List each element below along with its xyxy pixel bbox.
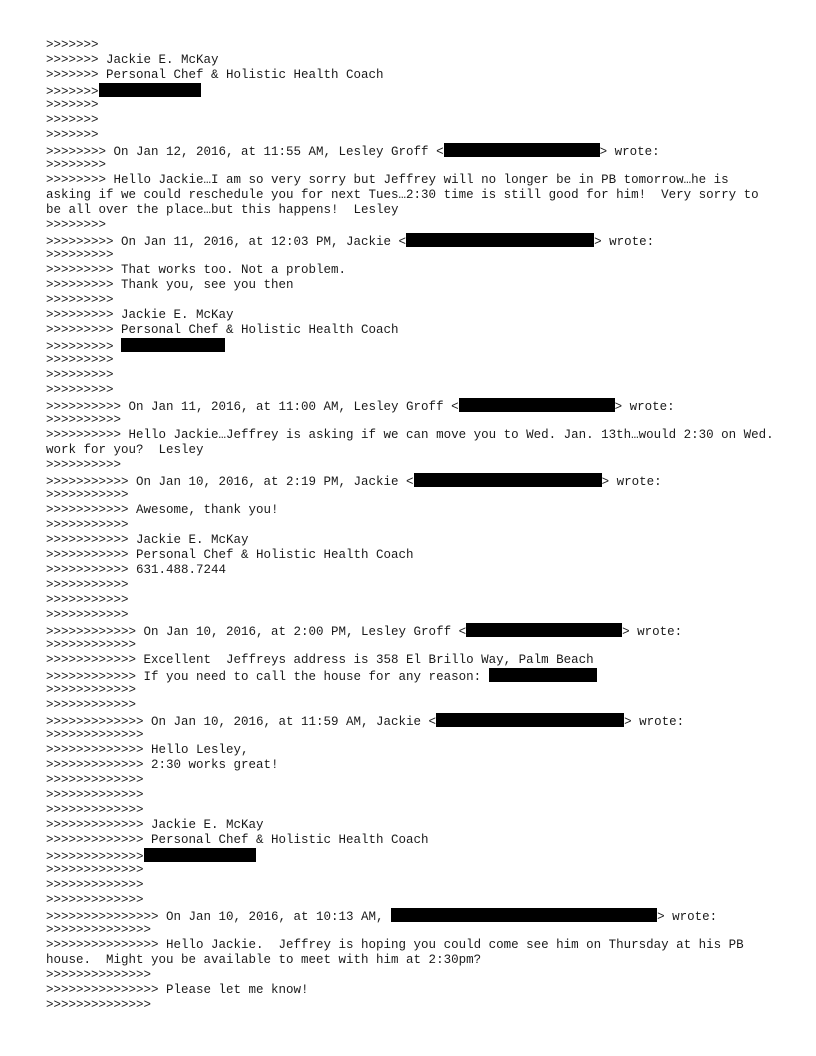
- line-text: >>>>>>>>>>>: [46, 608, 129, 622]
- thread-line: [46, 323, 776, 338]
- thread-line: [46, 683, 776, 698]
- thread-line: [46, 668, 776, 683]
- thread-line: [46, 368, 776, 383]
- line-suffix: > wrote:: [599, 145, 660, 159]
- thread-line: [46, 308, 776, 323]
- thread-line: [46, 713, 776, 728]
- line-suffix: > wrote:: [624, 715, 685, 729]
- line-text: >>>>>>>>>: [46, 383, 114, 397]
- line-suffix: > wrote:: [594, 235, 655, 249]
- line-text: >>>>>>>>>>>>: [46, 683, 137, 697]
- line-text: >>>>>>>: [46, 85, 99, 99]
- thread-line: [46, 728, 776, 743]
- thread-line: [46, 488, 776, 503]
- line-text: >>>>>>>>>>>>> Hello Lesley,: [46, 743, 249, 757]
- thread-line: [46, 338, 776, 353]
- thread-line: [46, 353, 776, 368]
- thread-line: [46, 743, 776, 758]
- line-text: >>>>>>>>>>>>> 2:30 works great!: [46, 758, 279, 772]
- line-text: >>>>>>>>>>>>> Jackie E. McKay: [46, 818, 264, 832]
- thread-line: [46, 428, 782, 458]
- line-text: >>>>>>> Jackie E. McKay: [46, 53, 219, 67]
- line-text: >>>>>>>>>>> On Jan 10, 2016, at 2:19 PM, Jackie <: [46, 475, 414, 489]
- line-text: >>>>>>>>>>>>>>: [46, 998, 152, 1012]
- thread-line: [46, 113, 776, 128]
- thread-line: [46, 518, 776, 533]
- thread-line: [46, 593, 776, 608]
- line-text: >>>>>>>>>>>>>>> Hello Jackie. Jeffrey is hoping you could come see him on Thursday at his PB house. Might you be available to meet with him at 2:30pm?: [46, 938, 752, 967]
- line-text: >>>>>>>>>> Hello Jackie…Jeffrey is asking if we can move you to Wed. Jan. 13th…would 2:30 on Wed. work for you? Lesley: [46, 428, 782, 457]
- line-text: >>>>>>>>>>>> On Jan 10, 2016, at 2:00 PM, Lesley Groff <: [46, 625, 467, 639]
- line-text: >>>>>>>> On Jan 12, 2016, at 11:55 AM, Lesley Groff <: [46, 145, 444, 159]
- line-text: >>>>>>>>> Thank you, see you then: [46, 278, 294, 292]
- thread-line: [46, 563, 776, 578]
- redaction-block: [414, 473, 602, 487]
- thread-line: [46, 398, 776, 413]
- line-text: >>>>>>>>> Jackie E. McKay: [46, 308, 234, 322]
- thread-line: [46, 923, 776, 938]
- line-text: >>>>>>>>>>>>: [46, 698, 137, 712]
- line-text: >>>>>>>>>>>>>>: [46, 923, 152, 937]
- thread-line: [46, 503, 776, 518]
- thread-line: [46, 788, 776, 803]
- thread-line: [46, 848, 776, 863]
- thread-line: [46, 863, 776, 878]
- thread-line: [46, 998, 776, 1013]
- thread-line: [46, 803, 776, 818]
- line-text: >>>>>>>>>>> Personal Chef & Holistic Health Coach: [46, 548, 414, 562]
- thread-line: [46, 98, 776, 113]
- thread-line: [46, 533, 776, 548]
- thread-line: [46, 458, 776, 473]
- thread-line: [46, 878, 776, 893]
- thread-line: [46, 293, 776, 308]
- thread-line: [46, 278, 776, 293]
- thread-line: [46, 653, 776, 668]
- line-text: >>>>>>>>>>>>> Personal Chef & Holistic Health Coach: [46, 833, 429, 847]
- line-text: >>>>>>>>>>>>>: [46, 728, 144, 742]
- thread-line: [46, 908, 776, 923]
- line-text: >>>>>>>>> That works too. Not a problem.: [46, 263, 347, 277]
- line-text: >>>>>>>>>>: [46, 458, 122, 472]
- thread-line: [46, 38, 776, 53]
- thread-line: [46, 833, 776, 848]
- line-text: >>>>>>>>>>>>>>: [46, 968, 152, 982]
- line-text: >>>>>>> Personal Chef & Holistic Health Coach: [46, 68, 384, 82]
- thread-line: [46, 383, 776, 398]
- thread-line: [46, 548, 776, 563]
- thread-line: [46, 578, 776, 593]
- line-text: >>>>>>>: [46, 38, 99, 52]
- redaction-block: [444, 143, 600, 157]
- thread-line: [46, 128, 776, 143]
- line-text: >>>>>>>>: [46, 158, 107, 172]
- thread-line: [46, 623, 776, 638]
- line-text: >>>>>>>>>>>>>: [46, 878, 144, 892]
- line-suffix: > wrote:: [622, 625, 683, 639]
- thread-line: [46, 818, 776, 833]
- line-text: >>>>>>>>>: [46, 293, 114, 307]
- thread-line: [46, 773, 776, 788]
- line-text: >>>>>>>>>> On Jan 11, 2016, at 11:00 AM, Lesley Groff <: [46, 400, 459, 414]
- redaction-block: [99, 83, 201, 97]
- line-text: >>>>>>>>>>>>>: [46, 863, 144, 877]
- line-text: >>>>>>>>>>>> If you need to call the house for any reason:: [46, 670, 489, 684]
- line-text: >>>>>>>>>>>>>: [46, 850, 144, 864]
- line-text: >>>>>>>>>>>: [46, 488, 129, 502]
- thread-line: [46, 68, 776, 83]
- thread-line: [46, 698, 776, 713]
- redaction-block: [459, 398, 615, 412]
- thread-line: [46, 638, 776, 653]
- email-thread: [46, 38, 782, 1013]
- redaction-block: [406, 233, 594, 247]
- redaction-block: [144, 848, 256, 862]
- thread-line: [46, 938, 776, 968]
- line-text: >>>>>>>: [46, 128, 99, 142]
- thread-line: [46, 248, 776, 263]
- thread-line: [46, 53, 776, 68]
- line-text: >>>>>>>>>>>>>>> Please let me know!: [46, 983, 309, 997]
- line-text: >>>>>>>>>>>>>: [46, 803, 144, 817]
- line-text: >>>>>>>>>>>: [46, 518, 129, 532]
- thread-line: [46, 968, 776, 983]
- line-suffix: > wrote:: [657, 910, 718, 924]
- line-text: >>>>>>>>>>>>: [46, 638, 137, 652]
- thread-line: [46, 83, 776, 98]
- thread-line: [46, 983, 776, 998]
- thread-line: [46, 158, 776, 173]
- thread-line: [46, 143, 776, 158]
- line-text: >>>>>>>>>>>>>: [46, 788, 144, 802]
- line-text: >>>>>>>>>>> Jackie E. McKay: [46, 533, 249, 547]
- thread-line: [46, 233, 776, 248]
- line-suffix: > wrote:: [601, 475, 662, 489]
- thread-line: [46, 218, 776, 233]
- line-text: >>>>>>>>>>: [46, 413, 122, 427]
- thread-line: [46, 758, 776, 773]
- line-text: >>>>>>>>>: [46, 248, 114, 262]
- line-text: >>>>>>>>> Personal Chef & Holistic Health Coach: [46, 323, 399, 337]
- redaction-block: [466, 623, 622, 637]
- line-text: >>>>>>>>>>>>> On Jan 10, 2016, at 11:59 AM, Jackie <: [46, 715, 437, 729]
- line-text: >>>>>>>>>: [46, 340, 122, 354]
- line-text: >>>>>>>>>>> Awesome, thank you!: [46, 503, 279, 517]
- line-text: >>>>>>>>>>>>>>> On Jan 10, 2016, at 10:13 AM,: [46, 910, 392, 924]
- line-text: >>>>>>>>>>>>>: [46, 893, 144, 907]
- thread-line: [46, 413, 776, 428]
- line-text: >>>>>>>>>: [46, 353, 114, 367]
- thread-line: [46, 893, 776, 908]
- line-text: >>>>>>>: [46, 113, 99, 127]
- thread-line: [46, 263, 776, 278]
- line-text: >>>>>>>>> On Jan 11, 2016, at 12:03 PM, Jackie <: [46, 235, 407, 249]
- line-text: >>>>>>>> Hello Jackie…I am so very sorry but Jeffrey will no longer be in PB tomorrow…he is asking if we could reschedule you for next Tues…2:30 time is still good for him! Very sorry to be all over the place…but this happens! Lesley: [46, 173, 767, 217]
- redaction-block: [391, 908, 657, 922]
- thread-line: [46, 173, 776, 218]
- line-text: >>>>>>>>>>> 631.488.7244: [46, 563, 227, 577]
- line-text: >>>>>>>>>>>: [46, 578, 129, 592]
- thread-line: [46, 608, 776, 623]
- line-text: >>>>>>>>>>>>>: [46, 773, 144, 787]
- line-text: >>>>>>>>>>>: [46, 593, 129, 607]
- line-text: >>>>>>>: [46, 98, 99, 112]
- redaction-block: [489, 668, 597, 682]
- redaction-block: [436, 713, 624, 727]
- line-text: >>>>>>>>>>>> Excellent Jeffreys address is 358 El Brillo Way, Palm Beach: [46, 653, 594, 667]
- redaction-block: [121, 338, 225, 352]
- line-text: >>>>>>>>: [46, 218, 107, 232]
- line-suffix: > wrote:: [614, 400, 675, 414]
- line-text: >>>>>>>>>: [46, 368, 114, 382]
- thread-line: [46, 473, 776, 488]
